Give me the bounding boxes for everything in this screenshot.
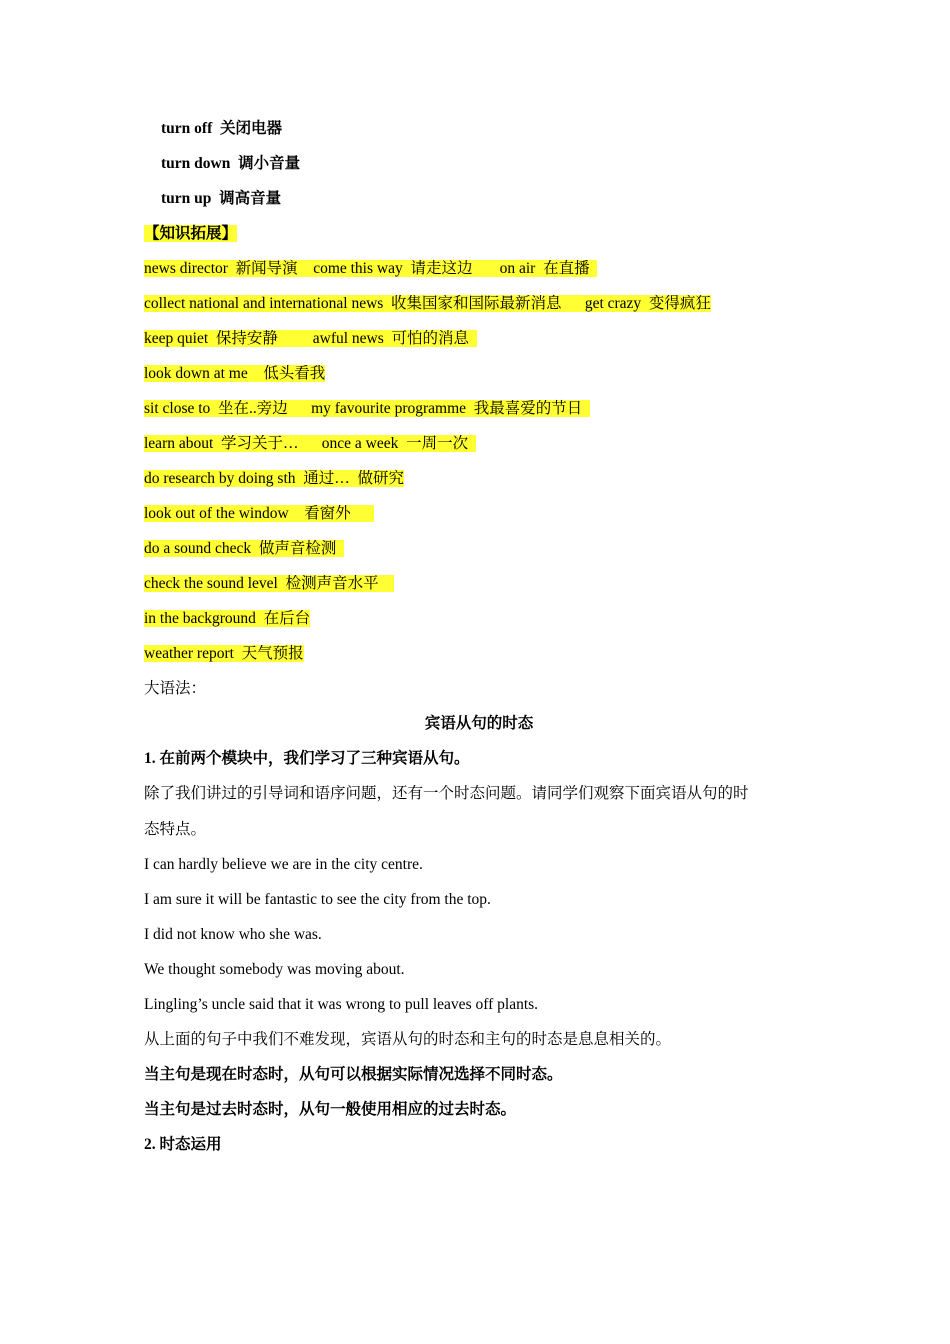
section1-intro-line1: 除了我们讲过的引导词和语序问题，还有一个时态问题。请同学们观察下面宾语从句的时 [144,785,749,802]
expansion-row [144,501,814,536]
expansion-item: awful news 可怕的消息 [312,330,470,347]
expansion-heading: 【知识拓展】 [144,225,238,242]
expansion-item: sit close to 坐在..旁边 [144,400,288,417]
phrase-zh: 调小音量 [238,155,301,172]
expansion-item: in the background 在后台 [144,610,311,627]
expansion-item: do research by doing sth 通过… 做研究 [144,470,405,487]
section1-conclusion: 从上面的句子中我们不难发现，宾语从句的时态和主句的时态是息息相关的。 [144,1031,672,1048]
grammar-label: 大语法： [144,680,207,697]
expansion-item: my favourite programme 我最喜爱的节日 [311,400,583,417]
expansion-row [144,641,814,676]
expansion-item: learn about 学习关于… [144,435,299,452]
expansion-item: check the sound level 检测声音水平 [144,575,379,592]
expansion-item: come this way 请走这边 [313,260,473,277]
expansion-item: look down at me 低头看我 [144,365,326,382]
phrase-turn-down [144,151,814,186]
phrase-en: turn up [161,190,212,207]
expansion-item: weather report 天气预报 [144,645,304,662]
example-sentence: I did not know who she was. [144,926,322,943]
section1-heading: 1. 在前两个模块中，我们学习了三种宾语从句。 [144,750,470,767]
expansion-row [144,396,814,431]
expansion-item: look out of the window 看窗外 [144,505,351,522]
phrase-zh: 关闭电器 [219,120,282,137]
example-sentence: Lingling’s uncle said that it was wrong to pull leaves off plants. [144,996,539,1013]
expansion-item: news director 新闻导演 [144,260,298,277]
example-sentence: I am sure it will be fantastic to see the city from the top. [144,891,491,908]
phrase-zh: 调高音量 [219,190,282,207]
expansion-row [144,466,814,501]
expansion-heading-line [144,221,814,256]
grammar-title: 宾语从句的时态 [424,715,534,732]
example-sentence: We thought somebody was moving about. [144,961,405,978]
expansion-row [144,431,814,466]
expansion-row [144,536,814,571]
phrase-turn-up [144,186,814,221]
expansion-row [144,606,814,641]
expansion-item: on air 在直播 [499,260,590,277]
document-page [144,116,814,1167]
expansion-row [144,361,814,396]
section1-rule-present: 当主句是现在时态时，从句可以根据实际情况选择不同时态。 [144,1066,563,1083]
section1-rule-past: 当主句是过去时态时，从句一般使用相应的过去时态。 [144,1101,517,1118]
phrase-en: turn down [161,155,231,172]
section1-intro-line2: 态特点。 [144,821,207,838]
expansion-item: collect national and international news 收集国家和国际最新消息 [144,295,562,312]
expansion-row [144,571,814,606]
expansion-item: keep quiet 保持安静 [144,330,278,347]
example-sentence: I can hardly believe we are in the city centre. [144,856,423,873]
expansion-row [144,291,814,326]
expansion-item: once a week 一周一次 [321,435,469,452]
phrase-en: turn off [161,120,213,137]
expansion-item: get crazy 变得疯狂 [584,295,711,312]
section2-heading: 2. 时态运用 [144,1136,222,1153]
phrase-turn-off [144,116,814,151]
expansion-item: do a sound check 做声音检测 [144,540,337,557]
expansion-row [144,256,814,291]
expansion-row [144,326,814,361]
